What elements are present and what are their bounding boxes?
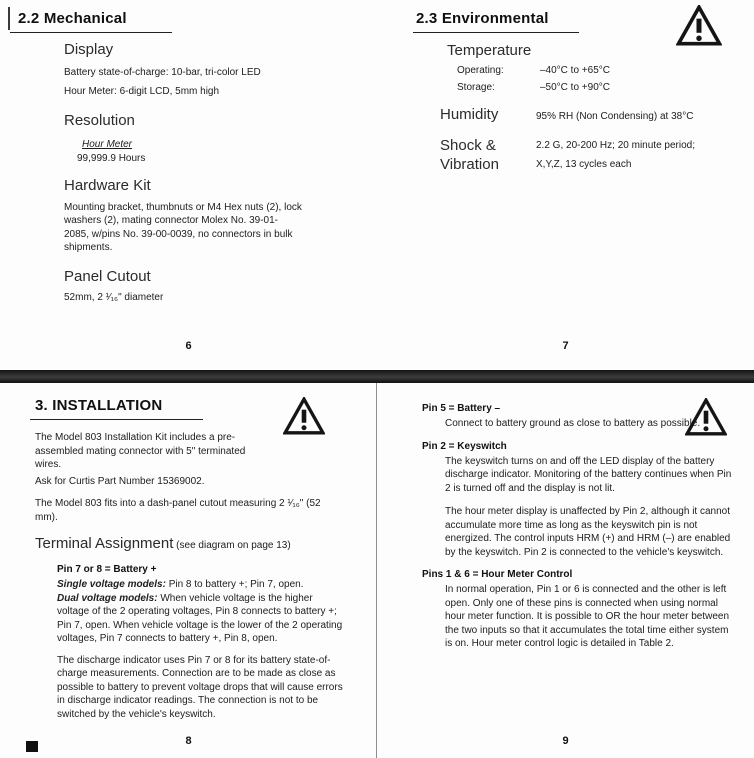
- installation-paragraph: The Model 803 fits into a dash-panel cutout measuring 2 ¹⁄₁₆" (52 mm).: [35, 498, 321, 523]
- page-gutter-line: [376, 383, 377, 758]
- section-heading-mechanical: 2.2 Mechanical: [10, 10, 172, 33]
- page-number: 8: [185, 735, 192, 747]
- single-voltage-label: Single voltage models:: [57, 579, 166, 590]
- section-heading-environmental: 2.3 Environmental: [413, 10, 579, 33]
- temperature-row: [457, 65, 754, 76]
- shock-title-line: Vibration: [440, 155, 499, 173]
- shock-vibration-row: [440, 136, 754, 174]
- resolution-value: 99,999.9 Hours: [77, 153, 146, 164]
- single-voltage-paragraph: [57, 578, 345, 592]
- terminal-assignment-note: (see diagram on page 13): [173, 540, 291, 551]
- humidity-value: 95% RH (Non Condensing) at 38°C: [536, 111, 694, 122]
- page-6: [0, 0, 377, 371]
- humidity-row: [440, 106, 754, 124]
- page-8: [0, 383, 377, 758]
- pins-1-6-paragraph: In normal operation, Pin 1 or 6 is connected and the other is left open. Only one of these pins is connected when using normal hour meter function. It is possible to OR the hour meter between the two inputs so that it accumulates the total time either system is on. Hour meter control logic is detailed in Table 2.: [445, 584, 730, 649]
- display-spec-line: Battery state-of-charge: 10-bar, tri-color LED: [64, 67, 261, 78]
- subheading-hardware-kit: Hardware Kit: [64, 176, 151, 194]
- installation-paragraph: Ask for Curtis Part Number 15369002.: [35, 475, 205, 487]
- page-divider-bar: [0, 370, 754, 383]
- shock-vibration-value: [536, 136, 695, 174]
- subheading-humidity: Humidity: [440, 106, 499, 123]
- subheading-panel-cutout: Panel Cutout: [64, 267, 151, 285]
- display-spec-line: Hour Meter: 6-digit LCD, 5mm high: [64, 85, 220, 97]
- temperature-row: [457, 82, 754, 93]
- pin-heading: Pins 1 & 6 = Hour Meter Control: [422, 569, 573, 580]
- temperature-row-label: Storage:: [457, 82, 495, 93]
- warning-icon: [283, 397, 325, 435]
- subheading-display: Display: [64, 41, 114, 58]
- section-heading-installation: 3. INSTALLATION: [30, 397, 203, 420]
- subheading-terminal-assignment: [35, 535, 377, 553]
- subheading-shock-vibration: [440, 136, 536, 174]
- single-voltage-text: Pin 8 to battery +; Pin 7, open.: [165, 579, 304, 590]
- pin2-paragraph: The hour meter display is unaffected by Pin 2, although it cannot accumulate more time as long as the keyswitch pin is not energized. The control inputs HRM (+) and HRM (–) are enabled by the keyswitch. Pin 2 is connected to the vehicle's keyswitch.: [445, 506, 731, 558]
- shock-title-line: Shock &: [440, 136, 496, 154]
- installation-paragraph: The Model 803 Installation Kit includes a pre-assembled mating connector with 5" terminated wires.: [35, 432, 246, 470]
- page-7: [377, 0, 754, 371]
- pin-heading: Pin 2 = Keyswitch: [422, 440, 507, 452]
- temperature-row-value: –50°C to +90°C: [540, 82, 610, 93]
- temperature-row-label: Operating:: [457, 65, 504, 76]
- pin-heading: Pin 7 or 8 = Battery +: [57, 564, 157, 575]
- panel-cutout-paragraph: 52mm, 2 ¹⁄₁₆" diameter: [64, 291, 164, 303]
- warning-icon: [685, 398, 727, 436]
- page-number: 7: [562, 340, 569, 352]
- hardware-kit-paragraph: Mounting bracket, thumbnuts or M4 Hex nuts (2), lock washers (2), mating connector Molex No. 39-01-2085, w/pins No. 39-00-0039, no connectors in bulk shipments.: [64, 201, 302, 253]
- terminal-assignment-title: Terminal Assignment: [35, 535, 174, 552]
- page-9: [377, 383, 754, 758]
- discharge-indicator-paragraph: The discharge indicator uses Pin 7 or 8 for its battery state-of-charge measurements. Connection are to be made as close as possible to battery to prevent voltage drops that will cause errors in discharge indicator readings. The connection is not to be switched by the vehicle's keyswitch.: [57, 654, 343, 720]
- pin5-paragraph: Connect to battery ground as close to battery as possible.: [445, 418, 701, 429]
- subheading-temperature: Temperature: [447, 42, 532, 59]
- scan-mark: [26, 741, 38, 752]
- page-number: 6: [185, 340, 192, 352]
- dual-voltage-paragraph: [57, 592, 345, 646]
- pin-heading: Pin 5 = Battery –: [422, 403, 501, 414]
- pin2-paragraph: The keyswitch turns on and off the LED display of the battery discharge indicator. Monitoring of the battery continues when Pin 2 is turned off and the display is not lit.: [445, 455, 732, 494]
- dual-voltage-label: Dual voltage models:: [57, 592, 158, 604]
- warning-icon: [676, 5, 722, 46]
- subheading-resolution: Resolution: [64, 112, 135, 129]
- page-number: 9: [562, 735, 569, 747]
- shock-value-line: X,Y,Z, 13 cycles each: [536, 158, 632, 170]
- resolution-label: Hour Meter: [82, 139, 133, 150]
- dual-voltage-text: When vehicle voltage is the higher voltage of the 2 operating voltages, Pin 8 connects to battery +; Pin 7, open. When vehicle voltage is the lower of the 2 operating voltages, Pin 7 connects to battery +, Pin 8, open.: [57, 592, 343, 644]
- temperature-row-value: –40°C to +65°C: [540, 65, 610, 76]
- shock-value-line: 2.2 G, 20-200 Hz; 20 minute period;: [536, 139, 695, 151]
- scan-edge-line: [8, 7, 10, 30]
